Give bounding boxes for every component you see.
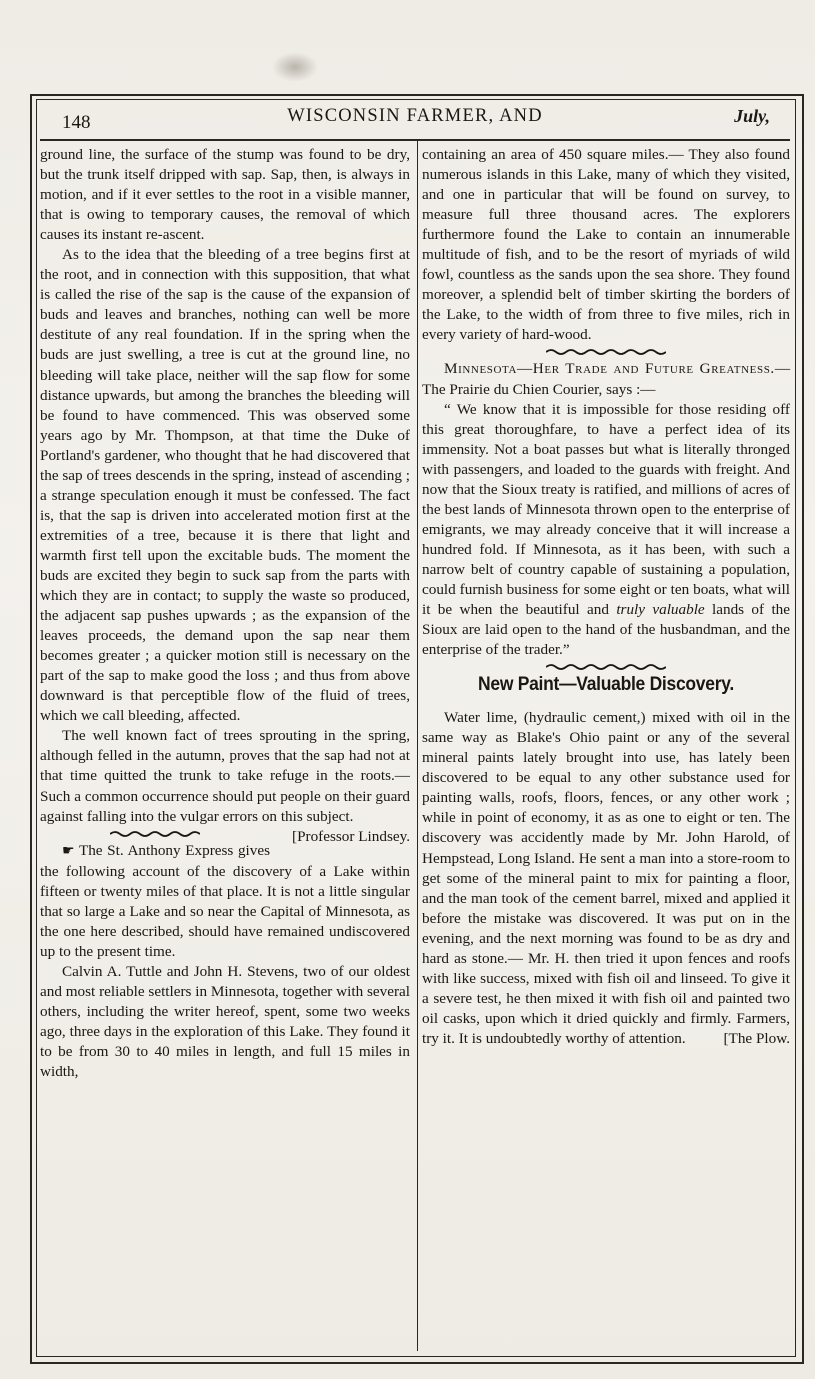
sap-article-paragraph: As to the idea that the bleeding of a tree begins first at the root, and in connection with this supposition, that what is called the rise of the sap is the cause of the expansion of buds and leaves and branches, nothing can well be more destitute of any real foundation. If in the spring when the buds are just swelling, a tree is cut at the ground line, no bleeding will take place, neither will the sap flow for some distance upwards, but among the branches the bleeding will be found to have commenced. This was observed some years ago by Mr. Thompson, at that time the Duke of Portland's gardener, who thought that he had discovered that the sap of trees descends in the spring, instead of ascending ; a strange speculation enough it must be confessed. The fact is, that the sap is driven into accelerated motion first at the extremities of a tree, because it is there that light and warmth first tell upon the excitable buds. The moment the buds are excited they begin to suck sap from the parts with which they are in contact; to supply the waste so produced, the adjacent sap pushes upwards ; as the expansion of the leaves proceeds, the demand upon the sap near them becomes greater ; a quicker motion still is necessary on the part of the sap to make good the loss ; and thus from above downward is that perceptible flow of the fluid of trees, which we call bleeding, affected. <box>40 246 410 725</box>
minnesota-quote-emphasis: truly valuable <box>616 601 705 619</box>
issue-month: July, <box>734 106 770 126</box>
lake-article-continuation: containing an area of 450 square miles.— They also found numerous islands in this Lake, many of which they visited, and one in particular that will be found on survey, to measure full three thousand acres. The explorers furthermore found the Lake to contain an innumerable multitude of fish, and to be the resort of myriads of wild fowl, countless as the sands upon the sea shore. They found moreover, a splendid belt of timber skirting the borders of the Lake, to the width of from three to five miles, rich in every variety of hard-wood. <box>422 146 790 344</box>
wave-rule-icon <box>110 830 200 838</box>
sap-article-paragraph <box>40 726 410 845</box>
minnesota-article-title: Minnesota—Her Trade and Future Greatness. <box>444 360 775 378</box>
publication-title: WISCONSIN FARMER, AND <box>287 106 543 126</box>
paint-article-text: Water lime, (hydraulic cement,) mixed with oil in the same way as Blake's Ohio paint or any of the several mineral paints lately brought into use, has lately been discovered to be equal to any other substance used for painting walls, roofs, floors, fences, or any other work ; while in point of economy, it as as one to eight or ten. The discovery was accidently made by Mr. John Harold, of Hempstead, Long Island. He sent a man into a store-room to get some of the mineral paint to mix for painting a floor, and the man took of the cement barrel, mixed and applied it before the mistake was discovered. It was put on in the evening, and the next morning was found to be as dry and hard as stone.— Mr. H. then tried it upon fences and roofs with like success, mixed with fish oil and linseed. To give it a severe test, he then mixed it with fish oil and painted two oil casks, upon which it dried quickly and firmly. Farmers, try it. It is undoubtedly worthy of attention. <box>422 709 790 1047</box>
paint-article-heading: New Paint—Valuable Discovery. <box>478 674 734 696</box>
lake-article-intro-text: The St. Anthony Express gives the following account of the discovery of a Lake within fifteen or twenty miles of that place. It is not a little singular that so large a Lake and so near the Capital of Minnesota, as the one here described, should have remained undiscovered up to the present time. <box>40 841 410 960</box>
minnesota-quote-a: “ We know that it is impossible for those residing off this great thoroughfare, to have a perfect idea of its immensity. Not a boat passes but what is literally thronged with passengers, and loaded to the guards with freight. And now that the Sioux treaty is ratified, and millions of acres of the best lands of Minnesota thrown open to the enterprise of emigrants, we may already conceive that it will increase a hundred fold. If Minnesota, as it has been, with such a narrow belt of country capable of sustaining a population, could furnish business for some eight or ten boats, what will it be when the beautiful and <box>422 400 790 619</box>
attribution-lindsey: [Professor Lindsey. <box>292 827 410 845</box>
running-header <box>40 102 790 136</box>
attribution-plow: [The Plow. <box>723 1029 790 1047</box>
section-ornament <box>422 348 790 356</box>
page-number: 148 <box>62 112 91 133</box>
wave-rule-icon <box>546 348 666 356</box>
minnesota-quote <box>422 400 790 661</box>
pointing-hand-icon: ☛ <box>62 843 75 859</box>
left-column <box>40 145 410 1082</box>
sap-article-conclusion: The well known fact of trees sprouting in the spring, although felled in the autumn, proves that the sap had not at that time quitted the trunk to take refuge in the roots.— Such a common occurrence should put people on their guard against falling into the vulgar errors on this subject. <box>40 727 410 825</box>
wave-rule-icon <box>546 663 666 671</box>
section-ornament <box>422 663 790 671</box>
lake-article-intro <box>40 841 410 962</box>
lake-article-paragraph: Calvin A. Tuttle and John H. Stevens, two of our oldest and most reliable settlers in Minnesota, together with several others, including the writer hereof, spent, some two weeks ago, three days in the exploration of this Lake. They found it to be from 30 to 40 miles in length, and full 15 miles in width, <box>40 962 410 1081</box>
sap-article-continuation: ground line, the surface of the stump was found to be dry, but the trunk itself dripped with sap. Sap, then, is always in motion, and if it ever settles to the root in a visible manner, that is owing to temporary causes, the removal of which causes its instant re-ascent. <box>40 146 410 244</box>
minnesota-article-lead <box>422 359 790 399</box>
right-column <box>422 145 790 1049</box>
paint-article-body <box>422 708 790 1049</box>
header-rule <box>40 139 790 141</box>
bottom-rule <box>36 1362 801 1363</box>
ink-smudge <box>272 52 318 82</box>
column-divider <box>417 141 418 1351</box>
minnesota-article-source: —The Prairie du Chien Courier, says :— <box>422 360 790 398</box>
minnesota-quote-b: lands of the Sioux are laid open to the hand of the husbandman, and the enterprise of the trader.” <box>422 601 791 659</box>
